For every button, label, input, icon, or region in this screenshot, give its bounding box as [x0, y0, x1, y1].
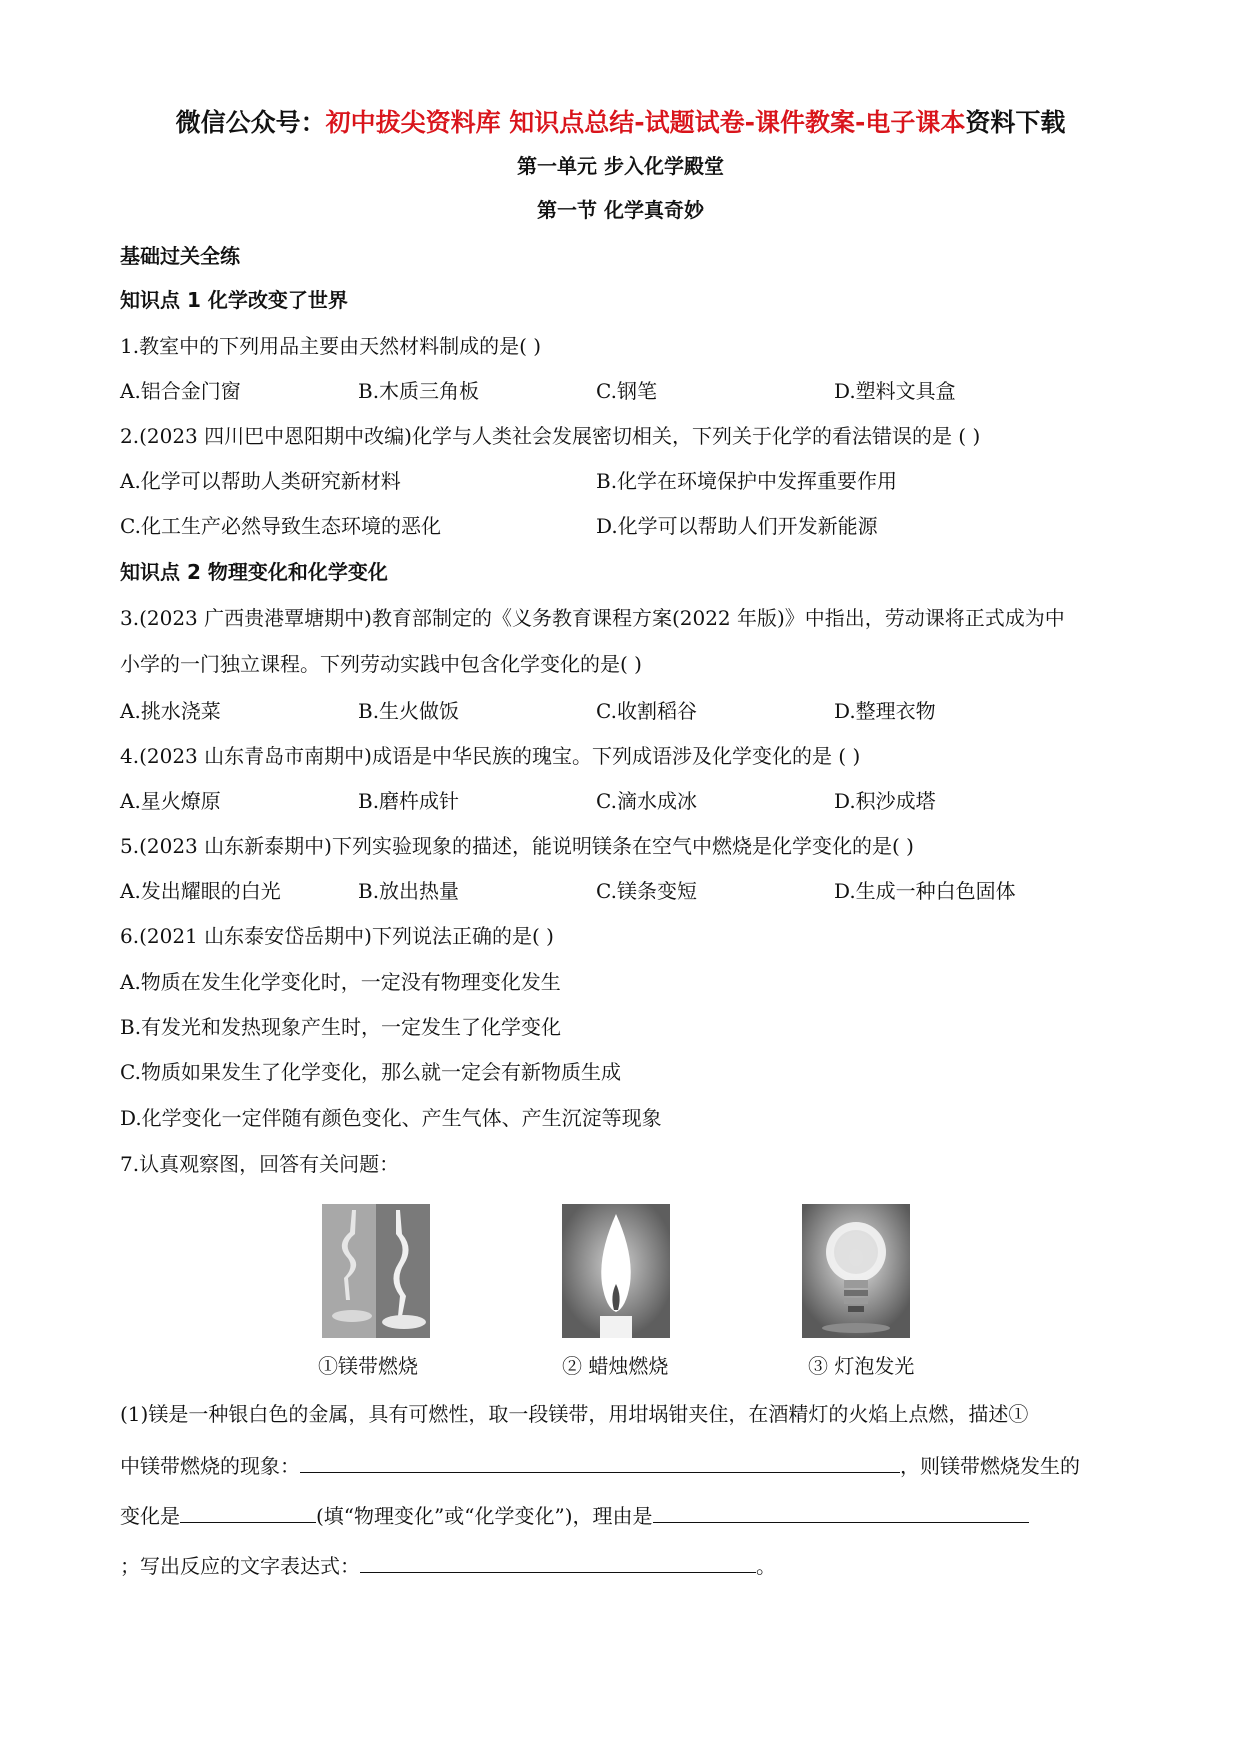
question-7-part-1-line-3: [120, 1500, 1029, 1530]
question-7-part-1-line-4: [120, 1550, 776, 1580]
unit-title: 第一单元 步入化学殿堂: [517, 154, 724, 178]
header-suffix: 资料下载: [965, 108, 1066, 137]
line-3-middle: (填“物理变化”或“化学变化”)，理由是: [316, 1504, 653, 1528]
question-1-option-c: C.钢笔: [596, 379, 657, 403]
page-header: [0, 106, 1241, 140]
question-2-option-b: B.化学在环境保护中发挥重要作用: [596, 469, 898, 493]
question-5-option-b: B.放出热量: [358, 879, 460, 903]
question-3-option-a: A.挑水浇菜: [120, 699, 221, 723]
question-2-stem: 2.(2023 四川巴中恩阳期中改编)化学与人类社会发展密切相关，下列关于化学的看法错误的是 ( ): [120, 424, 981, 448]
question-5-stem: 5.(2023 山东新泰期中)下列实验现象的描述，能说明镁条在空气中燃烧是化学变化的是( ): [120, 834, 914, 858]
section-title: 第一节 化学真奇妙: [537, 198, 704, 222]
question-1-option-d: D.塑料文具盒: [834, 379, 956, 403]
question-1-option-b: B.木质三角板: [358, 379, 480, 403]
question-2-option-c: C.化工生产必然导致生态环境的恶化: [120, 514, 441, 538]
question-4-option-d: D.积沙成塔: [834, 789, 936, 813]
question-3-stem-line-2: 小学的一门独立课程。下列劳动实践中包含化学变化的是( ): [120, 652, 642, 676]
question-1-option-a: A.铝合金门窗: [120, 379, 241, 403]
reason-answer-blank[interactable]: [653, 1500, 1029, 1523]
question-1-stem: 1.教室中的下列用品主要由天然材料制成的是( ): [120, 334, 542, 358]
question-6-option-d: D.化学变化一定伴随有颜色变化、产生气体、产生沉淀等现象: [120, 1106, 662, 1130]
question-6-stem: 6.(2021 山东泰安岱岳期中)下列说法正确的是( ): [120, 924, 554, 948]
question-3-stem-line-1: 3.(2023 广西贵港覃塘期中)教育部制定的《义务教育课程方案(2022 年版)》中指出，劳动课将正式成为中: [120, 606, 1065, 630]
question-7-stem: 7.认真观察图，回答有关问题：: [120, 1152, 400, 1176]
line-3-prefix: 变化是: [120, 1504, 180, 1528]
caption-candle-burning: ② 蜡烛燃烧: [562, 1354, 669, 1378]
caption-magnesium-burning: ①镁带燃烧: [318, 1354, 418, 1378]
question-3-option-d: D.整理衣物: [834, 699, 936, 723]
question-7-part-1-line-2: [120, 1450, 1080, 1480]
question-4-option-b: B.磨杵成针: [358, 789, 460, 813]
change-type-answer-blank[interactable]: [180, 1500, 316, 1523]
question-7-part-1-line-1: (1)镁是一种银白色的金属，具有可燃性，取一段镁带，用坩埚钳夹住，在酒精灯的火焰上点燃，描述①: [120, 1402, 1029, 1426]
question-6-option-c: C.物质如果发生了化学变化，那么就一定会有新物质生成: [120, 1060, 621, 1084]
question-6-option-b: B.有发光和发热现象产生时，一定发生了化学变化: [120, 1015, 562, 1039]
part-title: 基础过关全练: [120, 244, 240, 268]
knowledge-point-2: 知识点 2 物理变化和化学变化: [120, 560, 388, 584]
question-3-option-c: C.收割稻谷: [596, 699, 697, 723]
line-2-prefix: 中镁带燃烧的现象：: [120, 1454, 300, 1478]
question-4-option-c: C.滴水成冰: [596, 789, 697, 813]
question-4-stem: 4.(2023 山东青岛市南期中)成语是中华民族的瑰宝。下列成语涉及化学变化的是 ( ): [120, 744, 861, 768]
caption-bulb-glowing: ③ 灯泡发光: [808, 1354, 915, 1378]
question-3-option-b: B.生火做饭: [358, 699, 460, 723]
line-4-suffix: 。: [756, 1554, 776, 1578]
candle-flame-image: [562, 1204, 670, 1338]
magnesium-ribbon-image: [322, 1204, 430, 1338]
word-equation-answer-blank[interactable]: [360, 1550, 756, 1573]
question-5-option-a: A.发出耀眼的白光: [120, 879, 281, 903]
question-2-option-a: A.化学可以帮助人类研究新材料: [120, 469, 401, 493]
line-2-suffix: ，则镁带燃烧发生的: [900, 1454, 1080, 1478]
line-4-prefix: ；写出反应的文字表达式：: [120, 1554, 360, 1578]
question-2-option-d: D.化学可以帮助人们开发新能源: [596, 514, 878, 538]
phenomenon-answer-blank[interactable]: [300, 1450, 900, 1473]
knowledge-point-1: 知识点 1 化学改变了世界: [120, 288, 348, 312]
header-prefix: 微信公众号：: [175, 108, 326, 137]
question-6-option-a: A.物质在发生化学变化时，一定没有物理变化发生: [120, 970, 561, 994]
question-5-option-c: C.镁条变短: [596, 879, 697, 903]
header-red-text: 初中拔尖资料库 知识点总结-试题试卷-课件教案-电子课本: [325, 108, 966, 137]
question-4-option-a: A.星火燎原: [120, 789, 221, 813]
question-5-option-d: D.生成一种白色固体: [834, 879, 1016, 903]
light-bulb-image: [802, 1204, 910, 1338]
